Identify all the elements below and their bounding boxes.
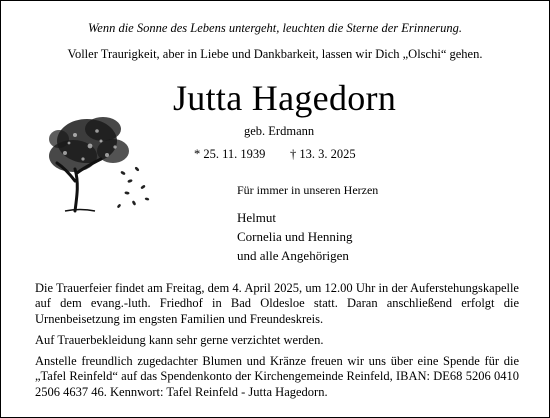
mourner: Helmut bbox=[237, 210, 276, 225]
donation-paragraph: Anstelle freundlich zugedachter Blumen und Kränze freuen wir uns über eine Spende für die „Tafel Reinfeld“ auf das Spendenkonto der Kirchengemeinde Reinfeld, IBAN: DE68 5206 0410 2506 4637 46. Kennwort: Tafel Reinfeld - Jutta Hagedorn. bbox=[35, 354, 519, 399]
heart-line: Für immer in unseren Herzen bbox=[237, 183, 379, 197]
deceased-name: Jutta Hagedorn bbox=[173, 78, 397, 118]
motto-quote: Wenn die Sonne des Lebens untergeht, leuchten die Sterne der Erinnerung. bbox=[88, 21, 462, 35]
mourner: Cornelia und Henning bbox=[237, 229, 353, 244]
death-date: † 13. 3. 2025 bbox=[290, 147, 356, 161]
attire-paragraph: Auf Trauerbekleidung kann sehr gerne verzichtet werden. bbox=[35, 332, 324, 347]
maiden-name: geb. Erdmann bbox=[244, 124, 315, 138]
mourners-list bbox=[237, 208, 353, 265]
wind-blown-tree-icon bbox=[35, 111, 155, 217]
ceremony-paragraph: Die Trauerfeier findet am Freitag, dem 4. April 2025, um 12.00 Uhr in der Auferstehungskapelle auf dem evang.-luth. Friedhof in Bad Oldesloe statt. Daran anschließend erfolgt die Urnenbeisetzung im engsten Familien und Freundeskreis. bbox=[35, 281, 519, 326]
birth-date: * 25. 11. 1939 bbox=[194, 147, 266, 161]
notice-body bbox=[35, 281, 519, 406]
intro-line: Voller Traurigkeit, aber in Liebe und Dankbarkeit, lassen wir Dich „Olschi“ gehen. bbox=[67, 47, 483, 61]
mourner: und alle Angehörigen bbox=[237, 248, 349, 263]
